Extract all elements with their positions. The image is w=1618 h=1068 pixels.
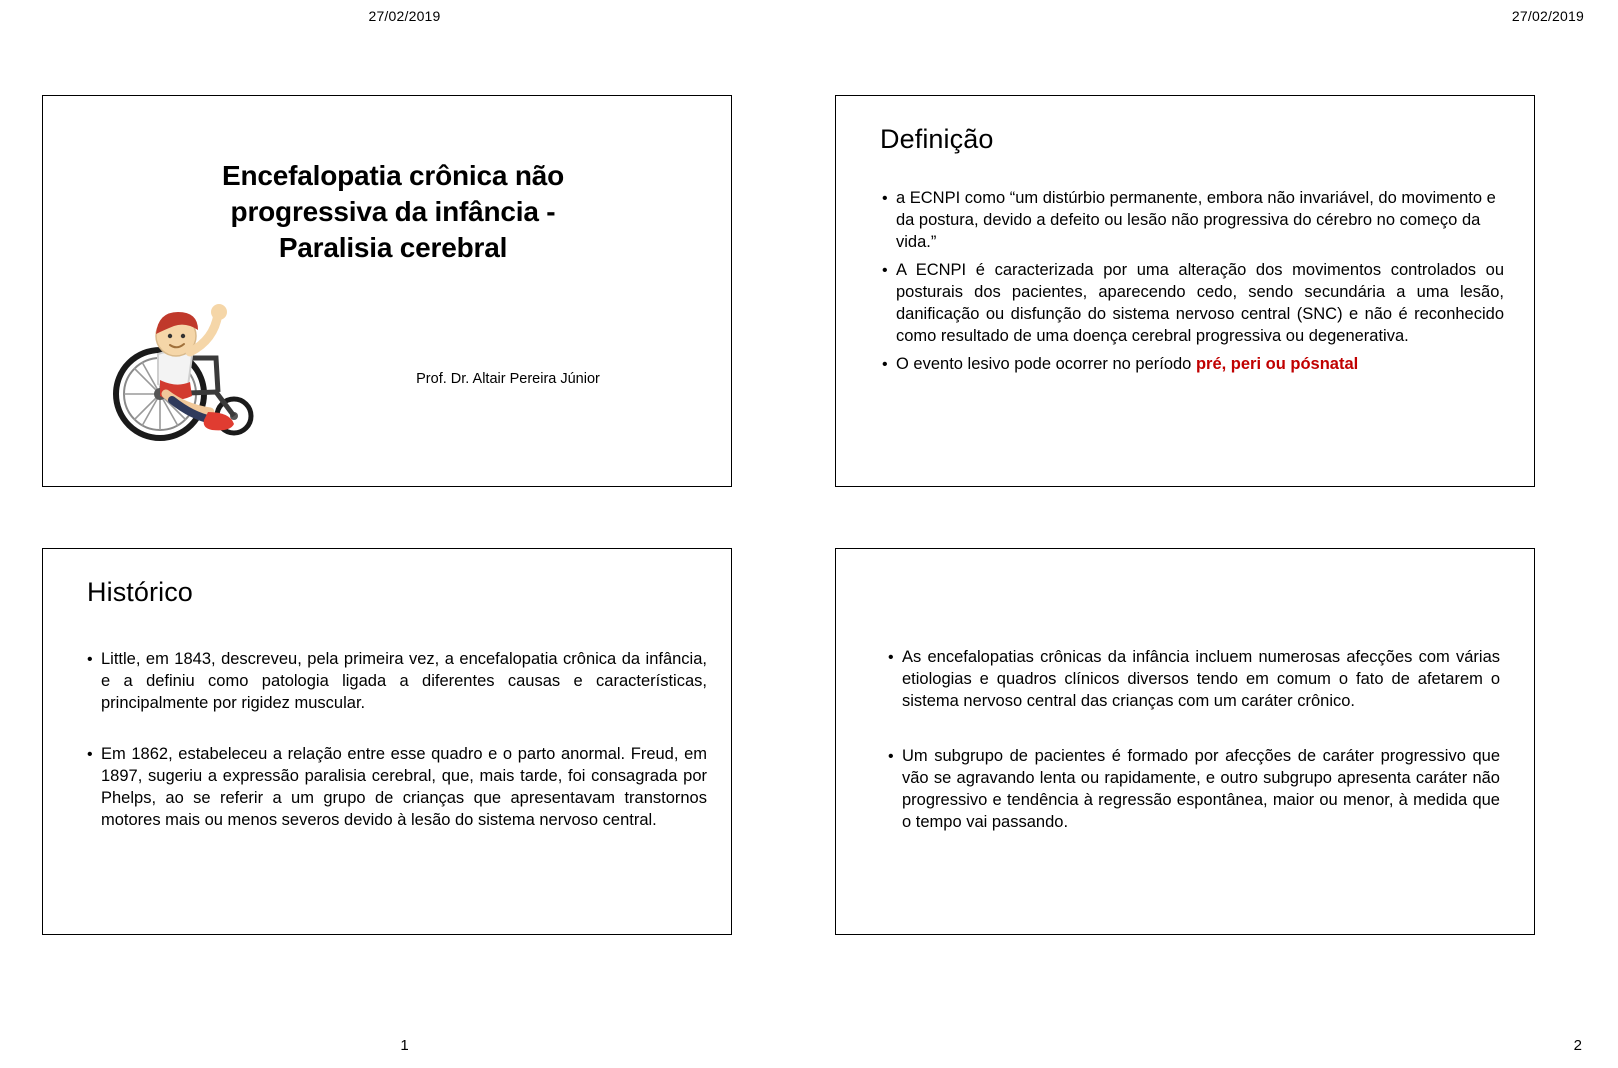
slide-historico bbox=[42, 548, 732, 935]
bullet-dot-icon: • bbox=[888, 748, 894, 766]
bullet-dot-icon: • bbox=[882, 262, 888, 280]
list-item-text: a ECNPI como “um distúrbio permanente, embora não invariável, do movimento e da postura, devido a defeito ou lesão não progressiva do cérebro no começo da vida.” bbox=[896, 189, 1496, 251]
list-item bbox=[87, 649, 707, 714]
list-item-text: Em 1862, estabeleceu a relação entre esse quadro e o parto anormal. Freud, em 1897, sugeriu a expressão paralisia cerebral, que, mais tarde, foi consagrada por Phelps, ao se referir a um grupo de crianças que apresentavam transtornos motores mais ou menos severos devido à lesão do sistema nervoso central. bbox=[101, 745, 707, 829]
list-item-text-plain: O evento lesivo pode ocorrer no período bbox=[896, 355, 1196, 374]
bullet-list bbox=[888, 647, 1500, 867]
list-item bbox=[882, 260, 1504, 347]
page-right bbox=[809, 0, 1618, 1068]
slide-heading: Definição bbox=[880, 124, 994, 154]
page-number-left: 1 bbox=[400, 1037, 409, 1054]
slide-title-slide bbox=[42, 95, 732, 487]
bullet-list bbox=[882, 188, 1504, 383]
bullet-list bbox=[87, 649, 707, 861]
page-header-date-left: 27/02/2019 bbox=[368, 8, 441, 24]
page-header-date-right: 27/02/2019 bbox=[1511, 8, 1584, 24]
bullet-dot-icon: • bbox=[882, 356, 888, 374]
bullet-dot-icon: • bbox=[87, 651, 93, 668]
bullet-dot-icon: • bbox=[882, 190, 888, 207]
title-line-1: Encefalopatia crônica não bbox=[222, 160, 564, 191]
list-item-text-highlight: pré, peri ou pósnatal bbox=[1195, 355, 1359, 374]
title-line-3: Paralisia cerebral bbox=[278, 231, 508, 263]
slide-author: Prof. Dr. Altair Pereira Júnior bbox=[416, 371, 600, 387]
list-item-text: Um subgrupo de pacientes é formado por afecções de caráter progressivo que vão se agravando lenta ou rapidamente, e outro subgrupo apresenta caráter não progressivo e tendência à regressão espontânea, maior ou menor, à medida que o tempo vai passando. bbox=[902, 747, 1500, 831]
bullet-dot-icon: • bbox=[87, 746, 93, 764]
list-item-text: A ECNPI é caracterizada por uma alteração dos movimentos controlados ou posturais dos pacientes, aparecendo cedo, sendo secundária a uma lesão, danificação ou disfunção do sistema nervoso central (SNC) e não é reconhecido como resultado de uma doença cerebral progressiva ou degenerativa. bbox=[896, 261, 1504, 345]
slide-encefalopatias bbox=[835, 548, 1535, 935]
list-item bbox=[888, 647, 1500, 712]
list-item bbox=[882, 188, 1504, 253]
child-in-wheelchair-clipart bbox=[98, 296, 283, 446]
list-item-text bbox=[896, 354, 1504, 376]
slide-heading: Histórico bbox=[87, 577, 193, 607]
list-item-text: As encefalopatias crônicas da infância incluem numerosas afecções com várias etiologias e quadros clínicos diversos tendo em comum o fato de afetarem o sistema nervoso central das crianças com um caráter crônico. bbox=[902, 648, 1500, 710]
list-item bbox=[882, 354, 1504, 376]
title-line-2: progressiva da infância - bbox=[230, 195, 556, 227]
slide-definicao bbox=[835, 95, 1535, 487]
list-item-text: Little, em 1843, descreveu, pela primeira vez, a encefalopatia crônica da infância, e a definiu como patologia ligada a diferentes causas e características, principalmente por rigidez muscular. bbox=[101, 650, 707, 712]
bullet-dot-icon: • bbox=[888, 649, 894, 666]
slide-title-text bbox=[93, 158, 693, 265]
list-item bbox=[888, 746, 1500, 833]
list-item bbox=[87, 744, 707, 831]
page-number-right: 2 bbox=[1573, 1037, 1582, 1054]
